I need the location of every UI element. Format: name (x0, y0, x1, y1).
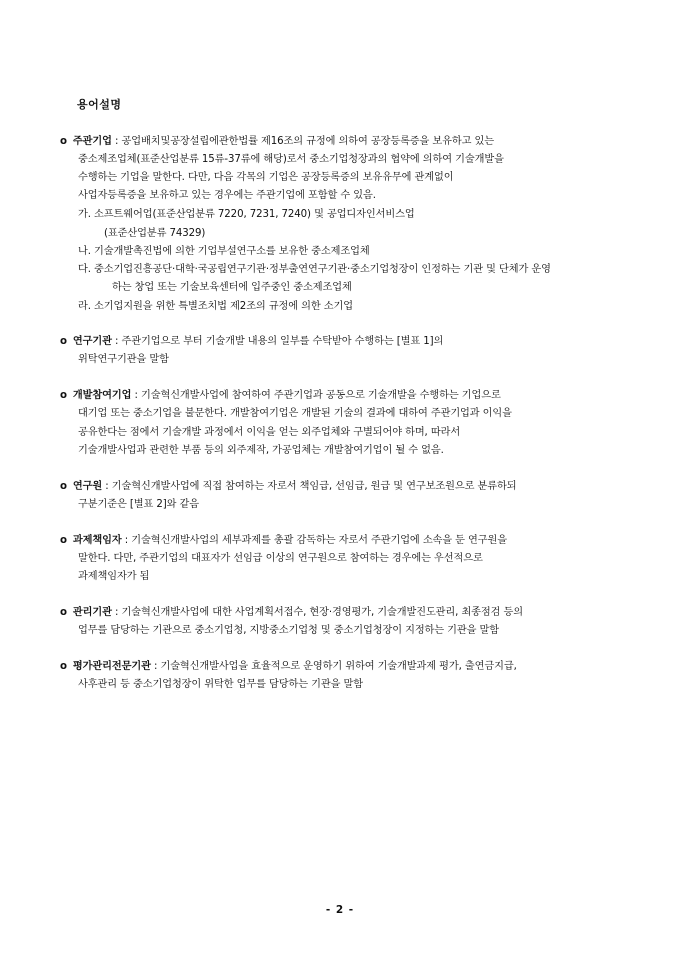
definition-line: 구분기준은 [별표 2]와 같음 (78, 499, 199, 510)
definition-line: 가. 소프트웨어업(표준산업분류 7220, 7231, 7240) 및 공업디자인서비스업 (78, 209, 415, 220)
definition-line: 라. 소기업지원을 위한 특별조치법 제2조의 규정에 의한 소기업 (78, 301, 354, 312)
definition-line: 나. 기술개발촉진법에 의한 기업부설연구소를 보유한 중소제조업체 (78, 246, 370, 257)
bullet-marker: o (60, 336, 67, 347)
definition-line: 업무를 담당하는 기관으로 중소기업청, 지방중소기업청 및 중소기업청장이 지정하는 기관을 말함 (78, 625, 500, 636)
term-evaluation-agency: 평가관리전문기관 (72, 661, 151, 672)
definition-line: 대기업 또는 중소기업을 불문한다. 개발참여기업은 개발된 기술의 결과에 대하여 주관기업과 이익을 (78, 408, 512, 419)
term-project-leader: 과제책임자 (72, 535, 122, 546)
bullet-marker: o (60, 607, 67, 618)
definition-line: 위탁연구기관을 말함 (78, 354, 169, 365)
definition-line (60, 606, 523, 620)
page-number: - 2 - (325, 904, 355, 916)
page-title: 용어설명 (77, 98, 122, 111)
definition-line: 다. 중소기업진흥공단·대학·국공립연구기관·정부출연연구기관·중소기업청장이 인정하는 기관 및 단체가 운영 (78, 264, 551, 275)
term-researcher: 연구원 (72, 481, 103, 492)
definition-line (60, 534, 507, 548)
bullet-marker: o (60, 390, 67, 401)
definition-text: : 기술혁신개발사업을 효율적으로 운영하기 위하여 기술개발과제 평가, 출연금지급, (150, 661, 517, 672)
definition-line: 수행하는 기업을 말한다. 다만, 다음 각목의 기업은 공장등록증의 보유유무에 관계없이 (78, 172, 454, 183)
definition-line: 중소제조업체(표준산업분류 15류-37류에 해당)로서 중소기업청장과의 협약에 의하여 기술개발을 (78, 154, 504, 165)
bullet-marker: o (60, 136, 67, 147)
term-participating-company: 개발참여기업 (72, 390, 132, 401)
definition-text: : 공업배치및공장설립에관한법률 제16조의 규정에 의하여 공장등록증을 보유하고 있는 (111, 136, 495, 147)
term-management-agency: 관리기관 (72, 607, 112, 618)
definition-line (60, 480, 516, 494)
definition-line: 말한다. 다만, 주관기업의 대표자가 선임급 이상의 연구원으로 참여하는 경우에는 우선적으로 (78, 553, 483, 564)
bullet-marker: o (60, 661, 67, 672)
term-research-institution: 연구기관 (72, 336, 112, 347)
term-main-company: 주관기업 (72, 136, 112, 147)
definition-line: 공유한다는 점에서 기술개발 과정에서 이익을 얻는 외주업체와 구별되어야 하며, 따라서 (78, 427, 461, 438)
definition-text: : 기술혁신개발사업에 참여하여 주관기업과 공동으로 기술개발을 수행하는 기업으로 (131, 390, 501, 401)
definition-text: : 기술혁신개발사업의 세부과제를 총괄 감독하는 자로서 주관기업에 소속을 둔 연구원을 (121, 535, 508, 546)
definition-text: : 기술혁신개발사업에 직접 참여하는 자로서 책임급, 선임급, 원급 및 연구보조원으로 분류하되 (102, 481, 517, 492)
definition-text: : 주관기업으로 부터 기술개발 내용의 일부를 수탁받아 수행하는 [별표 1]의 (111, 336, 444, 347)
bullet-marker: o (60, 535, 67, 546)
definition-line: 사후관리 등 중소기업청장이 위탁한 업무를 담당하는 기관을 말함 (78, 679, 363, 690)
definition-line: 과제책임자가 됨 (78, 571, 150, 582)
definition-line: (표준산업분류 74329) (104, 228, 206, 239)
definition-line: 사업자등록증을 보유하고 있는 경우에는 주관기업에 포함할 수 있음. (78, 190, 376, 201)
definition-line (60, 389, 501, 403)
definition-line (60, 135, 494, 149)
definition-line (60, 660, 517, 674)
bullet-marker: o (60, 481, 67, 492)
definition-line: 하는 창업 또는 기술보육센터에 입주중인 중소제조업체 (112, 282, 352, 293)
definition-line (60, 335, 443, 349)
definition-line: 기술개발사업과 관련한 부품 등의 외주제작, 가공업체는 개발참여기업이 될 수 없음. (78, 445, 444, 456)
definition-text: : 기술혁신개발사업에 대한 사업계획서접수, 현장·경영평가, 기술개발진도관리, 최종점검 등의 (111, 607, 524, 618)
